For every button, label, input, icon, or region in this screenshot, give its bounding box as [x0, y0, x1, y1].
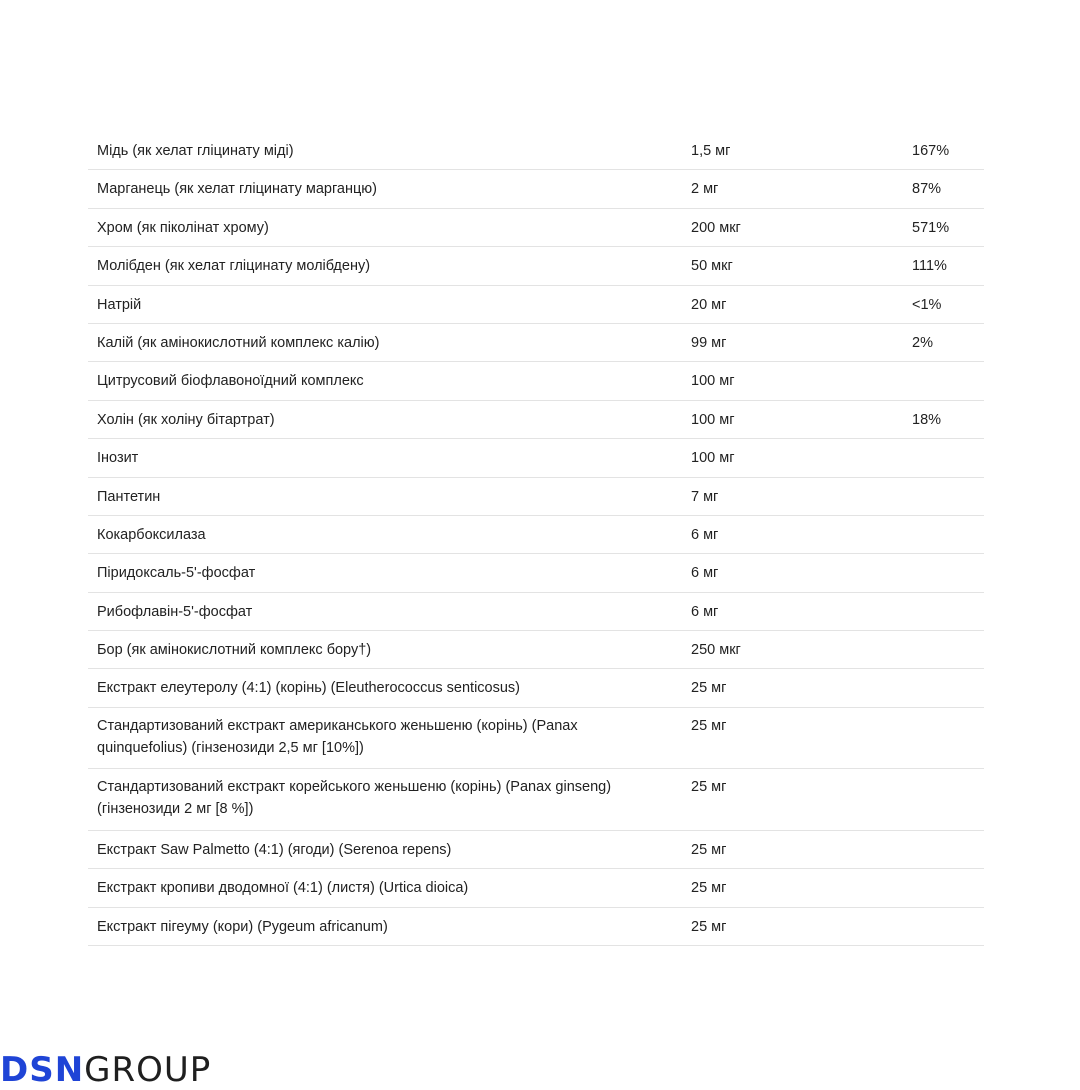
ingredient-amount: 1,5 мг — [691, 143, 731, 159]
ingredient-name: Молібден (як хелат гліцинату молібдену) — [97, 258, 371, 275]
logo-part-dsn: DSN — [0, 1050, 85, 1090]
table-row — [88, 516, 984, 554]
table-row — [88, 324, 984, 362]
table-row — [88, 669, 984, 707]
table-row — [88, 362, 984, 400]
ingredient-amount: 100 мг — [691, 450, 735, 467]
ingredient-name: Рибофлавін-5'-фосфат — [97, 603, 253, 620]
table-row — [88, 478, 984, 516]
ingredient-amount: 200 мкг — [691, 219, 741, 236]
ingredient-name: Холін (як холіну бітартрат) — [97, 411, 275, 428]
table-row — [88, 247, 984, 285]
table-row — [88, 831, 984, 869]
table-row — [88, 869, 984, 907]
ingredient-name: Натрій — [97, 296, 142, 313]
ingredient-name: Інозит — [97, 450, 139, 467]
ingredient-name: Екстракт елеутеролу (4:1) (корінь) (Eleutherococcus senticosus) — [97, 680, 520, 697]
ingredient-name: Мідь (як хелат гліцинату міді) — [97, 143, 294, 159]
table-row — [88, 439, 984, 477]
table-row — [88, 631, 984, 669]
ingredient-amount: 25 мг — [691, 680, 727, 697]
ingredient-name: Стандартизований екстракт американського женьшеню (корінь) (Panax quinquefolius) (гінзенозиди 2,5 мг [10%]) — [97, 717, 578, 756]
ingredient-name: Цитрусовий біофлавоноїдний комплекс — [97, 373, 364, 390]
nutrition-table — [88, 132, 984, 946]
ingredient-name: Пантетин — [97, 488, 161, 505]
ingredient-amount: 25 мг — [691, 779, 727, 796]
daily-value: 167% — [912, 143, 950, 159]
ingredient-name: Піридоксаль-5'-фосфат — [97, 565, 256, 582]
ingredient-amount: 50 мкг — [691, 258, 733, 275]
dsn-group-logo — [0, 1050, 211, 1090]
table-row — [88, 209, 984, 247]
ingredient-amount: 6 мг — [691, 565, 719, 582]
ingredient-amount: 100 мг — [691, 411, 735, 428]
ingredient-name: Кокарбоксилаза — [97, 526, 206, 543]
table-row — [88, 769, 984, 831]
daily-value: 87% — [912, 181, 942, 198]
ingredient-amount: 6 мг — [691, 526, 719, 543]
ingredient-name: Екстракт Saw Palmetto (4:1) (ягоди) (Serenoa repens) — [97, 841, 452, 858]
daily-value: 18% — [912, 411, 942, 428]
ingredient-amount: 2 мг — [691, 181, 719, 198]
ingredient-amount: 99 мг — [691, 334, 727, 351]
ingredient-name: Екстракт кропиви дводомної (4:1) (листя) (Urtica dioica) — [97, 880, 469, 897]
ingredient-amount: 25 мг — [691, 841, 727, 858]
table-row — [88, 593, 984, 631]
ingredient-amount: 25 мг — [691, 880, 727, 897]
ingredient-name: Марганець (як хелат гліцинату марганцю) — [97, 181, 378, 198]
table-row — [88, 908, 984, 946]
table-row — [88, 170, 984, 208]
table-row — [88, 132, 984, 170]
ingredient-amount: 25 мг — [691, 717, 727, 734]
daily-value: 111% — [912, 258, 947, 275]
ingredient-amount: 100 мг — [691, 373, 735, 390]
logo-part-group: GROUP — [84, 1050, 212, 1090]
daily-value: 571% — [912, 219, 950, 236]
ingredient-amount: 7 мг — [691, 488, 719, 505]
ingredient-amount: 20 мг — [691, 296, 727, 313]
table-row — [88, 554, 984, 592]
ingredient-name: Стандартизований екстракт корейського женьшеню (корінь) (Panax ginseng) (гінзенозиди 2 мг [8 %]) — [97, 779, 612, 818]
ingredient-name: Калій (як амінокислотний комплекс калію) — [97, 334, 380, 351]
ingredient-name: Хром (як піколінат хрому) — [97, 219, 269, 236]
ingredient-amount: 25 мг — [691, 918, 727, 935]
ingredient-amount: 6 мг — [691, 603, 719, 620]
ingredient-name: Екстракт пігеуму (кори) (Pygeum africanum) — [97, 918, 388, 935]
table-row — [88, 401, 984, 439]
ingredient-name: Бор (як амінокислотний комплекс бору†) — [97, 642, 372, 659]
table-row — [88, 286, 984, 324]
daily-value: 2% — [912, 334, 933, 351]
ingredient-amount: 250 мкг — [691, 642, 741, 659]
daily-value: <1% — [912, 296, 942, 313]
table-row — [88, 708, 984, 770]
